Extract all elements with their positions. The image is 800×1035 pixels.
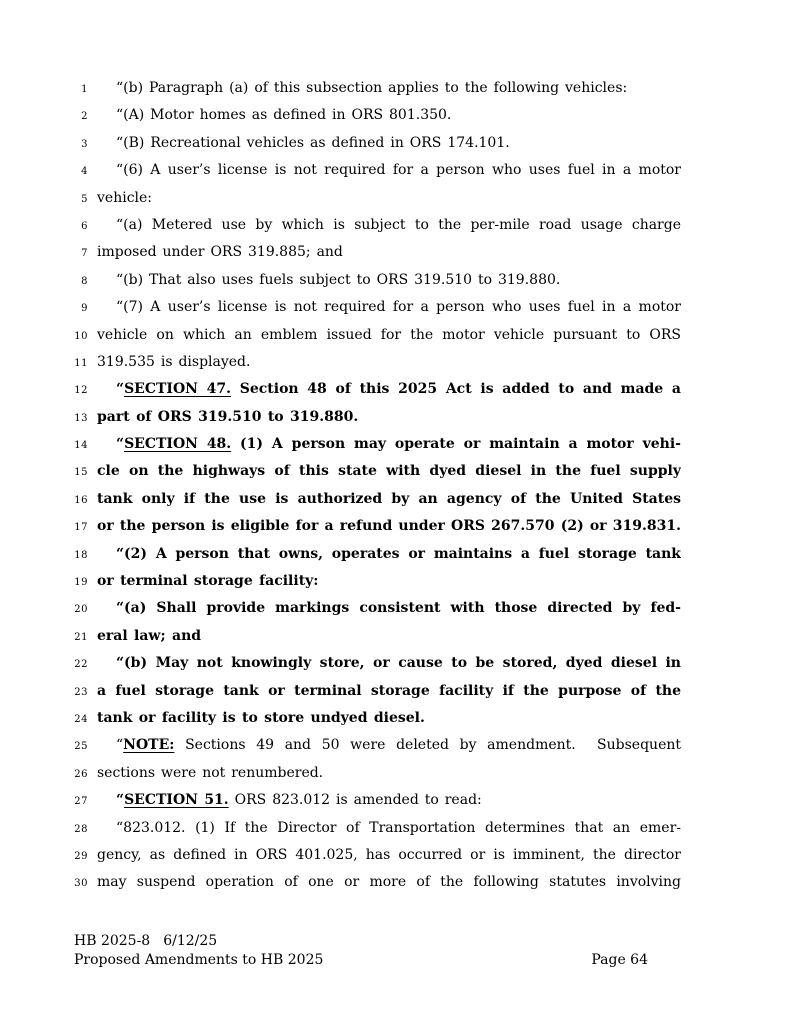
line-text xyxy=(97,760,681,787)
line-number: 17 xyxy=(74,522,88,534)
page-footer xyxy=(74,932,648,970)
line-number: 29 xyxy=(74,850,88,862)
text-segment: (1) A person may operate or maintain a motor vehi- xyxy=(231,436,681,453)
line-number: 3 xyxy=(81,138,88,150)
text-segment: 319.535 is displayed. xyxy=(97,353,251,370)
text-segment: eral law; and xyxy=(97,627,202,644)
footer-date: 6/12/25 xyxy=(163,933,218,949)
line-text xyxy=(97,513,681,540)
section-heading-text: SECTION 51. xyxy=(124,792,229,809)
line-text xyxy=(97,185,681,212)
line-text xyxy=(97,404,681,431)
document-line xyxy=(0,787,800,814)
footer-doc-info xyxy=(74,932,648,951)
text-segment: sections were not renumbered. xyxy=(97,764,324,781)
text-segment: “(B) Recreational vehicles as defined in ORS 174.101. xyxy=(116,134,510,151)
document-line xyxy=(0,760,800,787)
text-segment: “(7) A user’s license is not required for a person who uses fuel in a motor xyxy=(116,299,681,316)
line-number: 11 xyxy=(74,357,88,369)
line-text xyxy=(97,815,681,842)
text-segment: a fuel storage tank or terminal storage facility if the purpose of the xyxy=(97,682,681,699)
document-line xyxy=(0,267,800,294)
line-text xyxy=(97,595,681,622)
document-line xyxy=(0,486,800,513)
line-number: 19 xyxy=(74,577,88,589)
line-text xyxy=(97,623,681,650)
footer-page-number: Page 64 xyxy=(591,952,648,968)
line-number: 8 xyxy=(81,275,88,287)
document-line xyxy=(0,239,800,266)
line-text xyxy=(97,568,681,595)
document-line xyxy=(0,541,800,568)
line-number: 12 xyxy=(74,385,88,397)
document-line xyxy=(0,869,800,896)
line-text xyxy=(97,267,681,294)
text-segment: vehicle: xyxy=(97,189,153,206)
line-number: 7 xyxy=(81,248,88,260)
text-segment: “(b) Paragraph (a) of this subsection applies to the following vehicles: xyxy=(116,80,628,96)
line-number: 28 xyxy=(74,823,88,835)
line-number: 14 xyxy=(74,440,88,452)
line-text xyxy=(97,212,681,239)
line-number: 30 xyxy=(74,878,88,890)
text-segment: “(a) Metered use by which is subject to the per-mile road usage charge xyxy=(116,216,681,233)
footer-doc-id: HB 2025-8 xyxy=(74,933,151,949)
section-heading-text: SECTION 48. xyxy=(124,436,232,453)
document-line xyxy=(0,404,800,431)
line-number: 13 xyxy=(74,412,88,424)
line-number: 10 xyxy=(74,330,88,342)
section-heading-text: SECTION 47. xyxy=(124,381,232,398)
line-text xyxy=(97,732,681,759)
text-segment: “(a) Shall provide markings consistent with those directed by fed- xyxy=(116,600,681,617)
line-text xyxy=(97,157,681,184)
text-segment: “823.012. (1) If the Director of Transportation determines that an emer- xyxy=(116,819,681,836)
line-text xyxy=(97,130,681,157)
document-line xyxy=(0,458,800,485)
text-segment: cle on the highways of this state with dyed diesel in the fuel supply xyxy=(97,463,681,480)
line-number: 6 xyxy=(81,220,88,232)
document-line xyxy=(0,349,800,376)
text-segment: tank or facility is to store undyed diesel. xyxy=(97,709,425,726)
line-number: 9 xyxy=(81,303,88,315)
text-segment: gency, as defined in ORS 401.025, has occurred or is imminent, the director xyxy=(97,846,681,863)
document-line xyxy=(0,130,800,157)
text-segment: “ xyxy=(116,436,125,453)
text-segment: vehicle on which an emblem issued for the motor vehicle pursuant to ORS xyxy=(97,326,681,343)
document-line xyxy=(0,732,800,759)
document-lines xyxy=(0,75,800,897)
document-line xyxy=(0,705,800,732)
line-text xyxy=(97,239,681,266)
section-heading-text: NOTE: xyxy=(123,737,175,754)
line-text xyxy=(97,102,681,129)
text-segment: “(b) May not knowingly store, or cause to be stored, dyed diesel in xyxy=(116,655,681,672)
line-number: 27 xyxy=(74,796,88,808)
document-line xyxy=(0,185,800,212)
line-number: 1 xyxy=(81,84,88,95)
line-text xyxy=(97,431,681,458)
document-line xyxy=(0,294,800,321)
text-segment: tank only if the use is authorized by an agency of the United States xyxy=(97,490,681,507)
text-segment: part of ORS 319.510 to 319.880. xyxy=(97,408,359,425)
document-line xyxy=(0,568,800,595)
line-text xyxy=(97,486,681,513)
document-line xyxy=(0,157,800,184)
line-text xyxy=(97,376,681,403)
document-line xyxy=(0,678,800,705)
line-text xyxy=(97,678,681,705)
line-text xyxy=(97,294,681,321)
text-segment: “(6) A user’s license is not required for a person who uses fuel in a motor xyxy=(116,162,681,179)
line-text xyxy=(97,458,681,485)
text-segment: “(b) That also uses fuels subject to ORS 319.510 to 319.880. xyxy=(116,271,561,288)
document-line xyxy=(0,650,800,677)
line-number: 20 xyxy=(74,604,88,616)
footer-title: Proposed Amendments to HB 2025 xyxy=(74,952,324,968)
document-line xyxy=(0,815,800,842)
text-segment: “(A) Motor homes as defined in ORS 801.350. xyxy=(116,107,452,124)
line-text xyxy=(97,869,681,896)
line-number: 5 xyxy=(81,193,88,205)
line-number: 26 xyxy=(74,768,88,780)
document-line xyxy=(0,513,800,540)
text-segment: “(2) A person that owns, operates or maintains a fuel storage tank xyxy=(116,545,681,562)
line-text xyxy=(97,75,681,102)
line-text xyxy=(97,842,681,869)
text-segment: Section 48 of this 2025 Act is added to and made a xyxy=(231,381,681,398)
text-segment: or terminal storage facility: xyxy=(97,573,319,590)
line-text xyxy=(97,322,681,349)
document-line xyxy=(0,75,800,102)
line-number: 18 xyxy=(74,549,88,561)
line-text xyxy=(97,787,681,814)
text-segment: “ xyxy=(116,792,125,809)
line-text xyxy=(97,650,681,677)
line-number: 2 xyxy=(81,111,88,123)
document-line xyxy=(0,623,800,650)
line-number: 24 xyxy=(74,713,88,725)
text-segment: may suspend operation of one or more of the following statutes involving xyxy=(97,874,681,891)
line-number: 15 xyxy=(74,467,88,479)
document-line xyxy=(0,322,800,349)
footer-title-row xyxy=(74,951,648,970)
line-number: 22 xyxy=(74,659,88,671)
line-number: 21 xyxy=(74,631,88,643)
document-line xyxy=(0,102,800,129)
line-text xyxy=(97,705,681,732)
text-segment: “ xyxy=(116,737,124,754)
line-text xyxy=(97,349,681,376)
document-line xyxy=(0,595,800,622)
line-number: 25 xyxy=(74,741,88,753)
document-line xyxy=(0,842,800,869)
text-segment: or the person is eligible for a refund under ORS 267.570 (2) or 319.831. xyxy=(97,518,681,535)
text-segment: ORS 823.012 is amended to read: xyxy=(228,792,482,809)
text-segment: imposed under ORS 319.885; and xyxy=(97,244,343,261)
line-text xyxy=(97,541,681,568)
text-segment: Sections 49 and 50 were deleted by amendment. Subsequent xyxy=(174,737,681,754)
line-number: 23 xyxy=(74,686,88,698)
line-number: 4 xyxy=(81,166,88,178)
document-line xyxy=(0,376,800,403)
line-number: 16 xyxy=(74,494,88,506)
document-line xyxy=(0,212,800,239)
text-segment: “ xyxy=(116,381,125,398)
document-line xyxy=(0,431,800,458)
